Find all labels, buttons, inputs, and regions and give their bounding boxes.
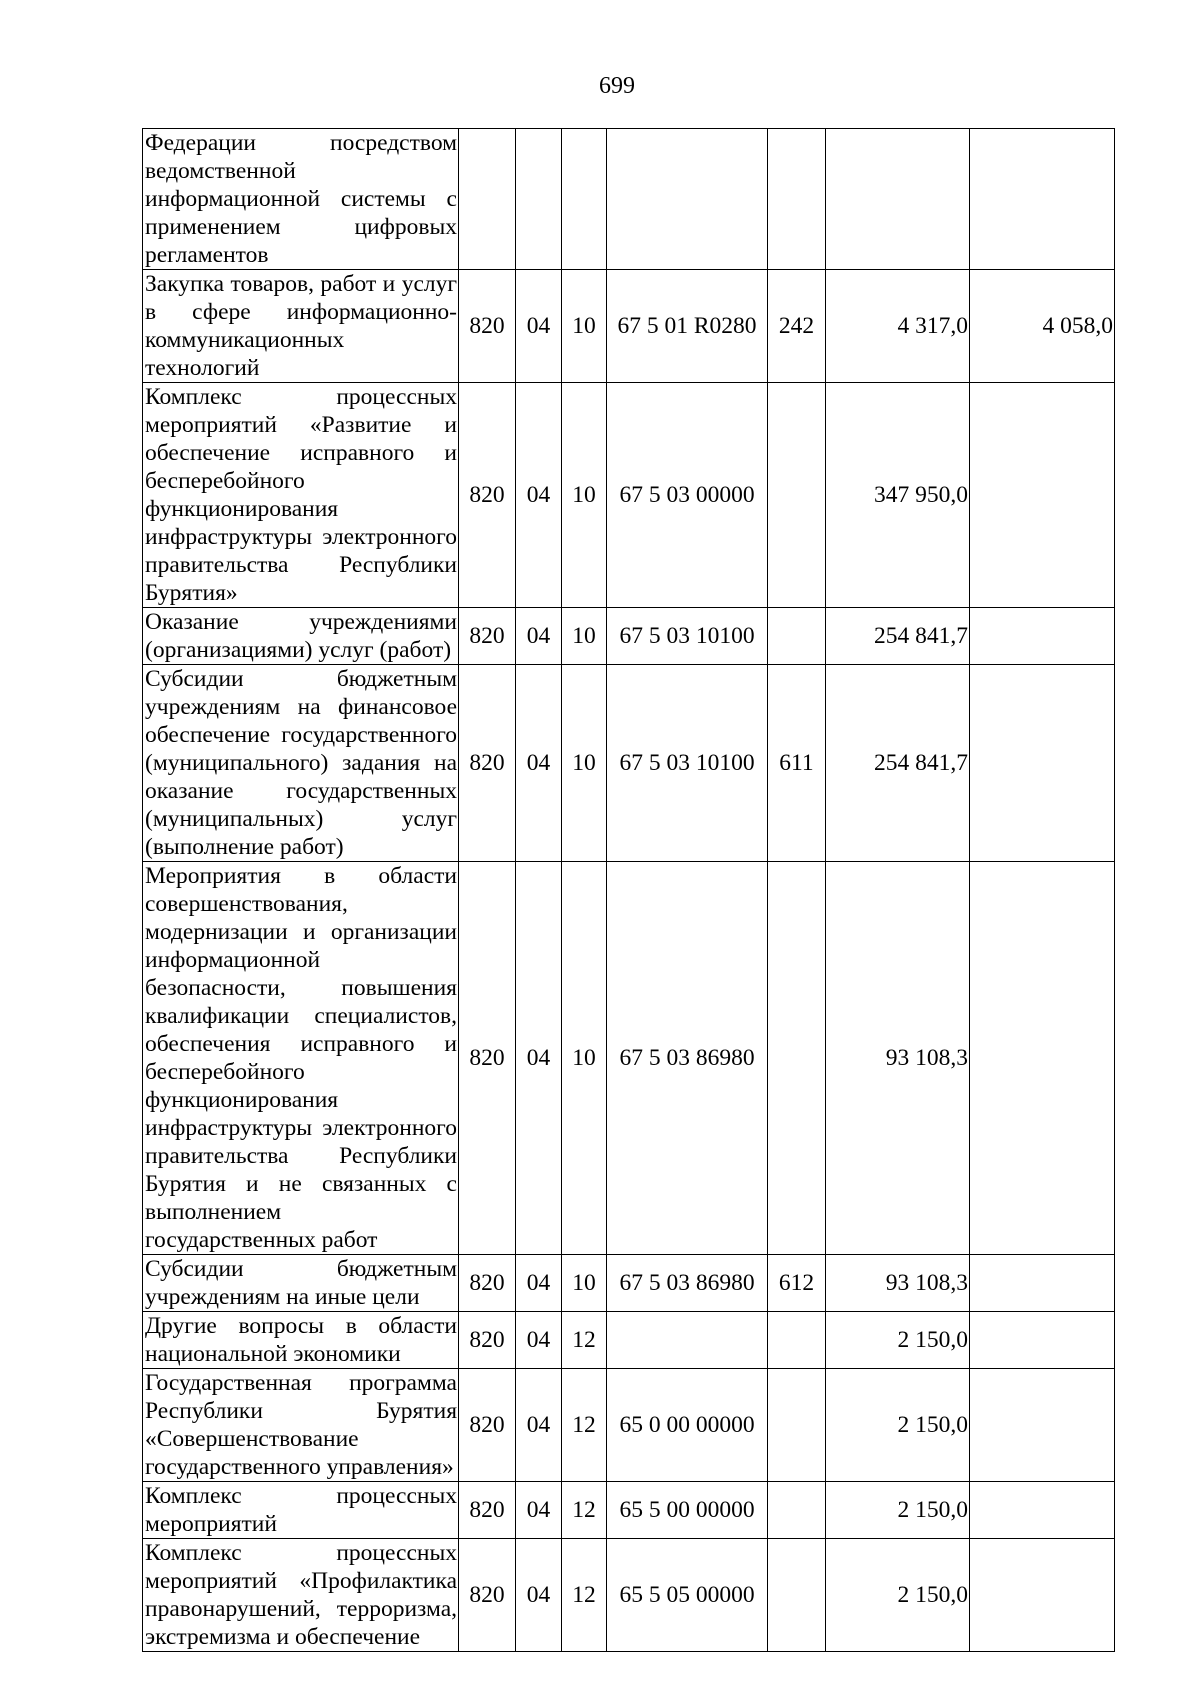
ministry-code: 820: [459, 1482, 516, 1539]
row-description: Государственная программа Республики Бурятия «Совершенствование государственного управления»: [143, 1369, 459, 1482]
table-row: [143, 383, 1115, 608]
amount-2: [970, 665, 1115, 862]
table-row: [143, 1482, 1115, 1539]
subsection-code: 10: [562, 608, 607, 665]
section-code: 04: [516, 1255, 562, 1312]
section-code: 04: [516, 862, 562, 1255]
amount-1: 4 317,0: [826, 270, 970, 383]
ministry-code: 820: [459, 1255, 516, 1312]
target-code: 67 5 03 10100: [607, 665, 768, 862]
expense-type-code: [768, 1539, 826, 1652]
row-description: Субсидии бюджетным учреждениям на финансовое обеспечение государственного (муниципального) задания на оказание государственных (муниципальных) услуг (выполнение работ): [143, 665, 459, 862]
section-code: 04: [516, 1312, 562, 1369]
target-code: 65 0 00 00000: [607, 1369, 768, 1482]
amount-1: 93 108,3: [826, 1255, 970, 1312]
section-code: 04: [516, 665, 562, 862]
ministry-code: 820: [459, 1539, 516, 1652]
expense-type-code: 242: [768, 270, 826, 383]
subsection-code: 12: [562, 1482, 607, 1539]
subsection-code: 10: [562, 270, 607, 383]
amount-2: [970, 862, 1115, 1255]
section-code: [516, 129, 562, 270]
target-code: [607, 1312, 768, 1369]
table-row: [143, 665, 1115, 862]
row-description: Мероприятия в области совершенствования, модернизации и организации информационной безопасности, повышения квалификации специалистов, обеспечения исправного и бесперебойного функционирования инфраструктуры электронного правительства Республики Бурятия и не связанных с выполнением государственных работ: [143, 862, 459, 1255]
table-row: [143, 129, 1115, 270]
table-row: [143, 1369, 1115, 1482]
table-row: [143, 270, 1115, 383]
amount-1: 93 108,3: [826, 862, 970, 1255]
target-code: 67 5 03 86980: [607, 1255, 768, 1312]
amount-1: 2 150,0: [826, 1539, 970, 1652]
ministry-code: 820: [459, 383, 516, 608]
row-description: Комплекс процессных мероприятий «Профилактика правонарушений, терроризма, экстремизма и обеспечение: [143, 1539, 459, 1652]
table-row: [143, 1255, 1115, 1312]
expense-type-code: 612: [768, 1255, 826, 1312]
target-code: 67 5 03 10100: [607, 608, 768, 665]
section-code: 04: [516, 383, 562, 608]
row-description: Закупка товаров, работ и услуг в сфере информационно-коммуникационных технологий: [143, 270, 459, 383]
amount-1: 254 841,7: [826, 665, 970, 862]
subsection-code: 10: [562, 383, 607, 608]
amount-2: [970, 608, 1115, 665]
row-description: Другие вопросы в области национальной экономики: [143, 1312, 459, 1369]
amount-1: 2 150,0: [826, 1312, 970, 1369]
target-code: [607, 129, 768, 270]
subsection-code: 12: [562, 1369, 607, 1482]
section-code: 04: [516, 1539, 562, 1652]
table-row: [143, 608, 1115, 665]
amount-1: 2 150,0: [826, 1369, 970, 1482]
section-code: 04: [516, 1369, 562, 1482]
ministry-code: 820: [459, 665, 516, 862]
amount-1: [826, 129, 970, 270]
amount-1: 254 841,7: [826, 608, 970, 665]
ministry-code: 820: [459, 1312, 516, 1369]
amount-2: [970, 1312, 1115, 1369]
ministry-code: 820: [459, 270, 516, 383]
ministry-code: 820: [459, 862, 516, 1255]
section-code: 04: [516, 1482, 562, 1539]
amount-2: [970, 1539, 1115, 1652]
page-number: 699: [599, 73, 635, 99]
amount-2: [970, 1255, 1115, 1312]
amount-1: 347 950,0: [826, 383, 970, 608]
expense-type-code: [768, 383, 826, 608]
amount-2: [970, 1369, 1115, 1482]
expense-type-code: [768, 129, 826, 270]
subsection-code: [562, 129, 607, 270]
table-row: [143, 1312, 1115, 1369]
subsection-code: 12: [562, 1312, 607, 1369]
section-code: 04: [516, 270, 562, 383]
expense-type-code: [768, 1369, 826, 1482]
row-description: Комплекс процессных мероприятий «Развитие и обеспечение исправного и бесперебойного функционирования инфраструктуры электронного правительства Республики Бурятия»: [143, 383, 459, 608]
ministry-code: [459, 129, 516, 270]
row-description: Оказание учреждениями (организациями) услуг (работ): [143, 608, 459, 665]
ministry-code: 820: [459, 1369, 516, 1482]
subsection-code: 12: [562, 1539, 607, 1652]
amount-1: 2 150,0: [826, 1482, 970, 1539]
row-description: Комплекс процессных мероприятий: [143, 1482, 459, 1539]
target-code: 67 5 03 00000: [607, 383, 768, 608]
expense-type-code: [768, 862, 826, 1255]
target-code: 65 5 05 00000: [607, 1539, 768, 1652]
amount-2: [970, 383, 1115, 608]
subsection-code: 10: [562, 665, 607, 862]
row-description: Субсидии бюджетным учреждениям на иные цели: [143, 1255, 459, 1312]
subsection-code: 10: [562, 1255, 607, 1312]
table-row: [143, 862, 1115, 1255]
amount-2: 4 058,0: [970, 270, 1115, 383]
ministry-code: 820: [459, 608, 516, 665]
expense-type-code: [768, 1482, 826, 1539]
expense-type-code: [768, 608, 826, 665]
target-code: 67 5 01 R0280: [607, 270, 768, 383]
expense-type-code: 611: [768, 665, 826, 862]
section-code: 04: [516, 608, 562, 665]
target-code: 67 5 03 86980: [607, 862, 768, 1255]
amount-2: [970, 1482, 1115, 1539]
table-row: [143, 1539, 1115, 1652]
amount-2: [970, 129, 1115, 270]
target-code: 65 5 00 00000: [607, 1482, 768, 1539]
subsection-code: 10: [562, 862, 607, 1255]
expense-type-code: [768, 1312, 826, 1369]
budget-table: [142, 128, 1115, 1652]
row-description: Федерации посредством ведомственной информационной системы с применением цифровых регламентов: [143, 129, 459, 270]
